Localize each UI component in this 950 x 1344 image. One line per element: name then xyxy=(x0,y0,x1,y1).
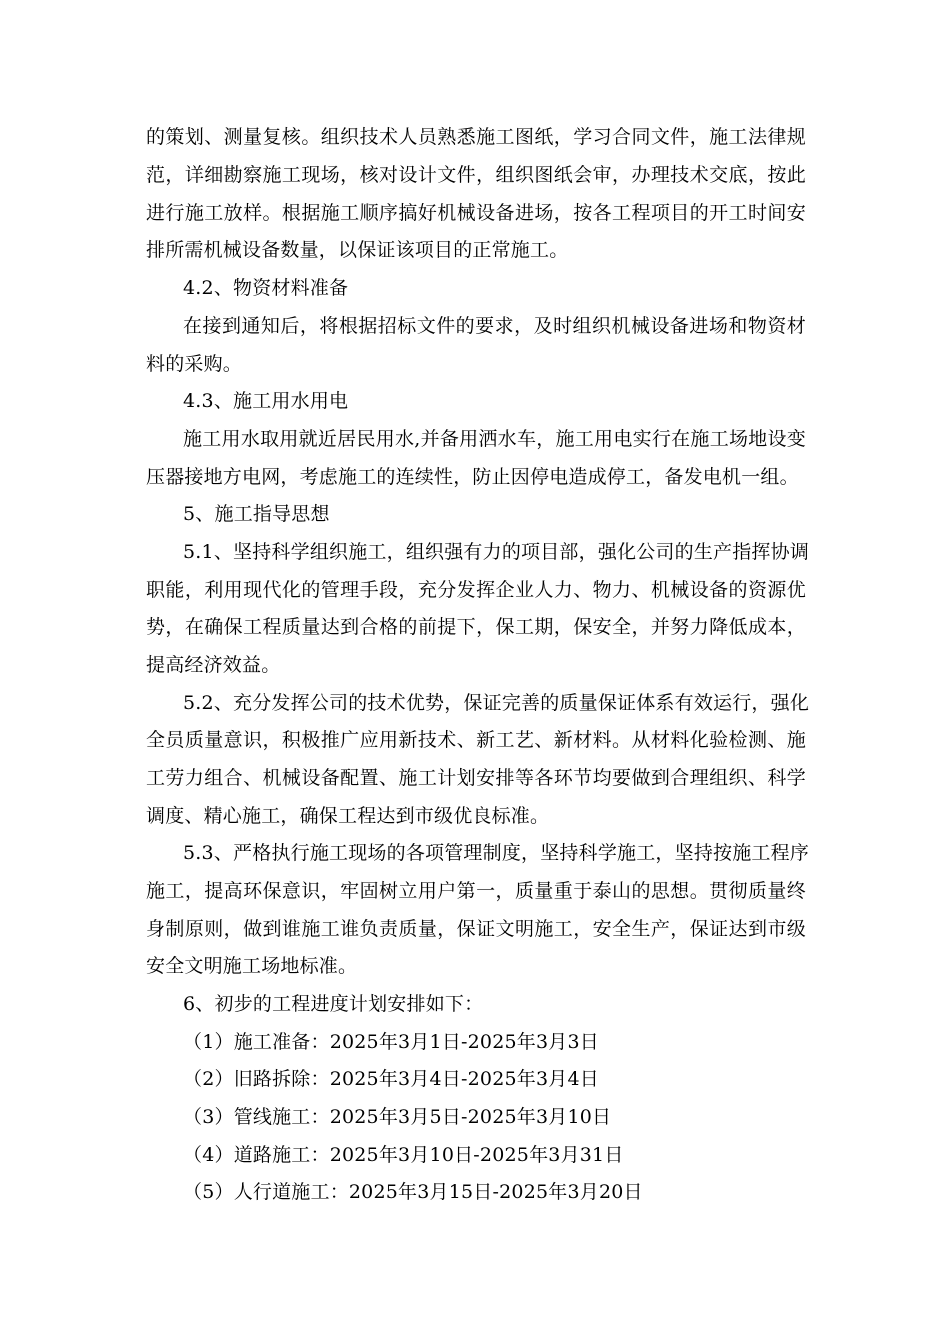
section-heading-4-2: 4.2、物资材料准备 xyxy=(183,277,349,299)
paragraph-line: 压器接地方电网，考虑施工的连续性，防止因停电造成停工，备发电机一组。 xyxy=(146,466,799,488)
section-heading-6: 6、初步的工程进度计划安排如下： xyxy=(183,993,484,1015)
paragraph-line: 全员质量意识，积极推广应用新技术、新工艺、新材料。从材料化验检测、施 xyxy=(146,729,806,751)
paragraph-line: 5.3、严格执行施工现场的各项管理制度，坚持科学施工，坚持按施工程序 xyxy=(183,842,810,864)
paragraph-line: 工劳力组合、机械设备配置、施工计划安排等各环节均要做到合理组织、科学 xyxy=(146,767,806,789)
paragraph-line: 身制原则，做到谁施工谁负责质量，保证文明施工，安全生产，保证达到市级 xyxy=(146,918,806,940)
paragraph-line: 提高经济效益。 xyxy=(146,654,281,676)
paragraph-line: 料的采购。 xyxy=(146,353,243,375)
schedule-item: （4）道路施工：2025年3月10日-2025年3月31日 xyxy=(183,1144,624,1166)
paragraph-line: 势，在确保工程质量达到合格的前提下，保工期，保安全，并努力降低成本， xyxy=(146,616,806,638)
schedule-item: （2）旧路拆除：2025年3月4日-2025年3月4日 xyxy=(183,1068,599,1090)
schedule-item: （1）施工准备：2025年3月1日-2025年3月3日 xyxy=(183,1031,599,1053)
section-heading-5: 5、施工指导思想 xyxy=(183,503,330,525)
paragraph-line: 安全文明施工场地标准。 xyxy=(146,955,358,977)
paragraph-line: 施工用水取用就近居民用水,并备用洒水车，施工用电实行在施工场地设变 xyxy=(183,428,806,450)
paragraph-line: 排所需机械设备数量，以保证该项目的正常施工。 xyxy=(146,239,569,261)
section-heading-4-3: 4.3、施工用水用电 xyxy=(183,390,349,412)
paragraph-line: 进行施工放样。根据施工顺序搞好机械设备进场，按各工程项目的开工时间安 xyxy=(146,202,806,224)
paragraph-line: 在接到通知后，将根据招标文件的要求，及时组织机械设备进场和物资材 xyxy=(183,315,806,337)
schedule-item: （5）人行道施工：2025年3月15日-2025年3月20日 xyxy=(183,1181,643,1203)
schedule-item: （3）管线施工：2025年3月5日-2025年3月10日 xyxy=(183,1106,612,1128)
paragraph-line: 施工，提高环保意识，牢固树立用户第一，质量重于泰山的思想。贯彻质量终 xyxy=(146,880,806,902)
paragraph-line: 调度、精心施工，确保工程达到市级优良标准。 xyxy=(146,805,550,827)
paragraph-line: 的策划、测量复核。组织技术人员熟悉施工图纸，学习合同文件，施工法律规 xyxy=(146,126,806,148)
paragraph-line: 5.1、坚持科学组织施工，组织强有力的项目部，强化公司的生产指挥协调 xyxy=(183,541,810,563)
paragraph-line: 5.2、充分发挥公司的技术优势，保证完善的质量保证体系有效运行，强化 xyxy=(183,692,810,714)
paragraph-line: 范，详细勘察施工现场，核对设计文件，组织图纸会审，办理技术交底，按此 xyxy=(146,164,806,186)
paragraph-line: 职能，利用现代化的管理手段，充分发挥企业人力、物力、机械设备的资源优 xyxy=(146,579,806,601)
